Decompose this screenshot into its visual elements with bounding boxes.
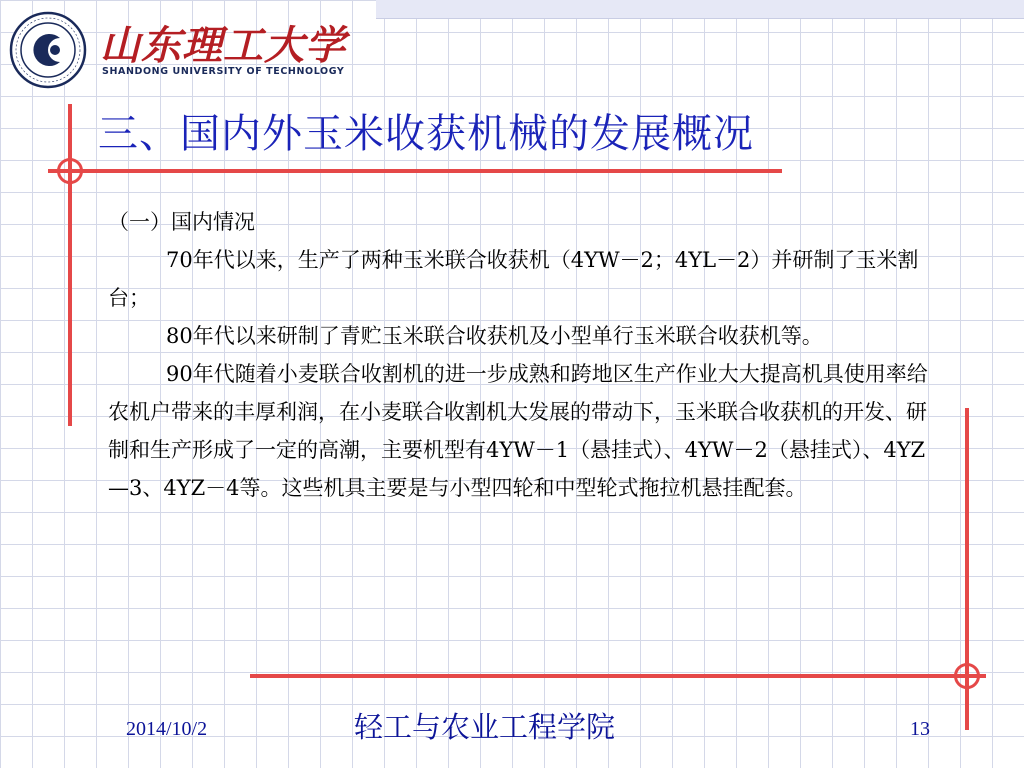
slide-title: 三、国内外玉米收获机械的发展概况 (98, 111, 754, 157)
university-name-calligraphy: 山东理工大学 (100, 22, 346, 69)
footer-department: 轻工与农业工程学院 (354, 710, 616, 744)
body-paragraph: 90年代随着小麦联合收割机的进一步成熟和跨地区生产作业大大提高机具使用率给农机户带来的丰厚利润，在小麦联合收割机大发展的带动下，玉米联合收获机的开发、研制和生产形成了一定的高潮，主要机型有4YW－1（悬挂式）、4YW－2（悬挂式）、4YZ—3、4YZ－4等。这些机具主要是与小型四轮和中型轮式拖拉机悬挂配套。 (108, 362, 928, 500)
crosshair-icon (954, 663, 980, 689)
header-band (376, 0, 1024, 19)
body-paragraph: 70年代以来，生产了两种玉米联合收获机（4YW－2；4YL－2）并研制了玉米割台； (108, 248, 919, 310)
footer-date: 2014/10/2 (126, 718, 208, 740)
university-seal-icon (8, 10, 88, 90)
decorative-line-left (68, 104, 72, 426)
page-number: 13 (910, 718, 930, 740)
slide-body (108, 203, 928, 507)
decorative-line-top (48, 169, 782, 173)
university-name-english: SHANDONG UNIVERSITY OF TECHNOLOGY (102, 66, 345, 77)
university-logo (8, 10, 346, 82)
crosshair-icon (57, 158, 83, 184)
body-paragraph: 80年代以来研制了青贮玉米联合收获机及小型单行玉米联合收获机等。 (166, 324, 823, 348)
decorative-line-bottom (250, 674, 986, 678)
section-heading: （一）国内情况 (108, 210, 255, 234)
